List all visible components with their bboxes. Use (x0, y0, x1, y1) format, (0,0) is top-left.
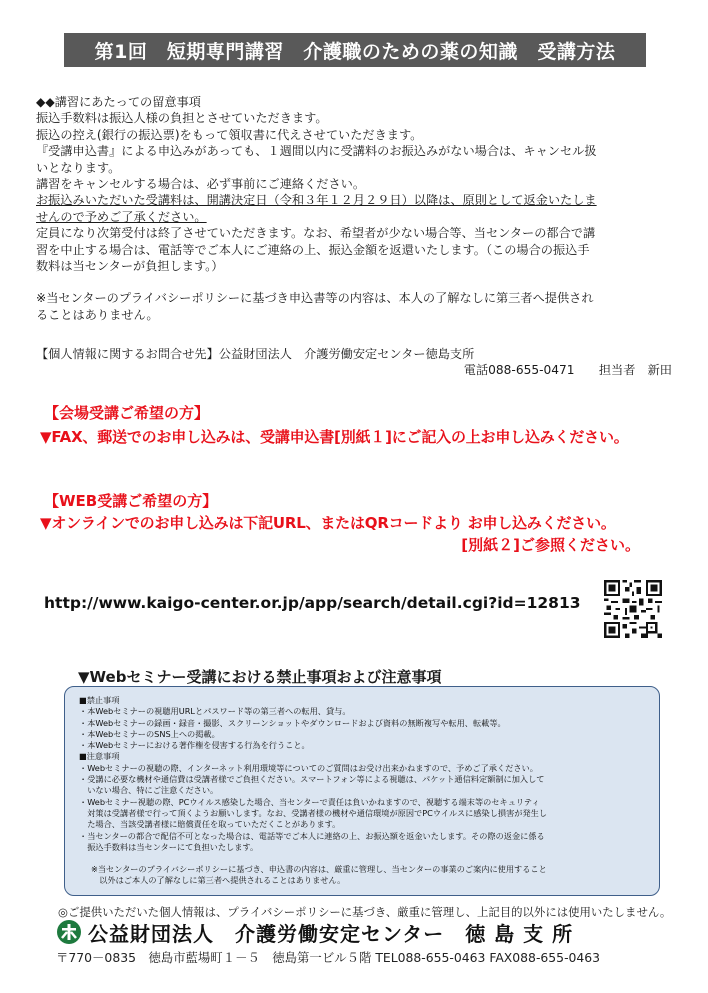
venue-instructions: ▼FAX、郵送でのお申し込みは、受講申込書[別紙１]にご記入の上お申し込みください。 (40, 428, 629, 446)
privacy-notice: ※当センターのプライバシーポリシーに基づき申込書等の内容は、本人の了解なしに第三者へ提供され ることはありません。 (36, 291, 594, 322)
address-line: 〒770－0835 徳島市藍場町１－５ 徳島第一ビル５階 TEL088-655-0463 FAX088-655-0463 (56, 950, 601, 965)
web-privacy-note: ※当センターのプライバシーポリシーに基づき、申込書の内容は、厳重に管理し、当センターの事業のご案内に使用すること 以外はご本人の了解なしに第三者へ提供されることはありません。 (91, 864, 547, 886)
notes-heading: ◆◆講習にあたっての留意事項 (36, 95, 201, 109)
venue-heading: 【会場受講ご希望の方】 (44, 404, 210, 422)
qr-code-icon[interactable] (604, 580, 662, 638)
prohibited-list: ・本Webセミナーの視聴用URLとパスワード等の第三者への転用、貸与。 ・本Webセミナーの録画・録音・撮影、スクリーンショットやダウンロードおよび資料の無断複写や転用、転載等。 ・本WebセミナーのSNS上への掲載。 ・本Webセミナーにおける著作権を侵害する行為を行うこと。 (79, 706, 506, 751)
prohibited-heading: ■禁止事項 (79, 695, 120, 705)
web-instructions-ref: [別紙２]ご参照ください。 (461, 536, 640, 554)
web-rules-box (64, 686, 660, 896)
notes-line: 『受講申込書』による申込みがあっても、１週間以内に受講料のお振込みがない場合は、キャンセル扱 いとなります。 (36, 144, 597, 175)
web-instructions: ▼オンラインでのお申し込みは下記URL、またはQRコードより お申し込みください。 (40, 514, 616, 532)
organization-name: 公益財団法人 介護労働安定センター 徳 島 支 所 (88, 921, 574, 946)
notes-line: 振込手数料は振込人様の負担とさせていただきます。 (36, 111, 328, 126)
footer-privacy: ◎ご提供いただいた個人情報は、プライバシーポリシーに基づき、厳重に管理し、上記目的以外には使用いたしません。 (58, 905, 672, 919)
organization (56, 918, 573, 946)
notes-section (36, 94, 676, 323)
refund-notice: お振込みいただいた受講料は、開講決定日（令和３年１２月２９日）以降は、原則として返金いたしま せんので予めご了承ください。 (36, 193, 597, 224)
page-title: 第1回 短期専門講習 介護職のための薬の知識 受講方法 (64, 33, 646, 67)
contact-line: 【個人情報に関するお問合せ先】公益財団法人 介護労働安定センター徳島支所 (36, 347, 475, 361)
web-rules-title: ▼Webセミナー受講における禁止事項および注意事項 (78, 668, 442, 686)
caution-heading: ■注意事項 (79, 751, 120, 762)
contact-phone: 電話088-655-0471 担当者 新田 (463, 363, 672, 377)
web-heading: 【WEB受講ご希望の方】 (44, 492, 218, 510)
organization-logo-icon (56, 919, 82, 945)
notes-line: 定員になり次第受付は終了させていただきます。なお、希望者が少ない場合等、当センターの都合で講 習を中止する場合は、電話等でご本人にご連絡の上、振込金額を返還いたします。（この場合の振込手 数料は当センターが負担します。） (36, 226, 596, 274)
notes-line: 振込の控え(銀行の振込票)をもって領収書に代えさせていただきます。 (36, 127, 423, 142)
registration-url[interactable]: http://www.kaigo-center.or.jp/app/search/detail.cgi?id=12813 (44, 594, 581, 612)
caution-list: ・Webセミナーの視聴の際、インターネット利用環境等についてのご質問はお受け出来かねますので、予めご了承ください。 ・受講に必要な機材や通信費は受講者様でご負担ください。スマートフォン等による視聴は、パケット通信料定額制に加入して いない場合、特にご注意ください。 ・Webセミナー視聴の際、PCウイルス感染した場合、当センターで責任は負いかねますので、視聴する端末等のセキュリティ 対策は受講者様で行って頂くようお願いします。なお、受講者様の機材や通信環境が原因でPCウイルスに感染し損害が発生し た場合、当該受講者様に賠償責任を取っていただくことがあります。 ・当センターの都合で配信不可となった場合は、電話等でご本人に連絡の上、お振込額を返金いたします。その際の返金に係る 振込手数料は当センターにて負担いたします。 (79, 762, 548, 852)
notes-line: 講習をキャンセルする場合は、必ず事前にご連絡ください。 (36, 177, 366, 192)
